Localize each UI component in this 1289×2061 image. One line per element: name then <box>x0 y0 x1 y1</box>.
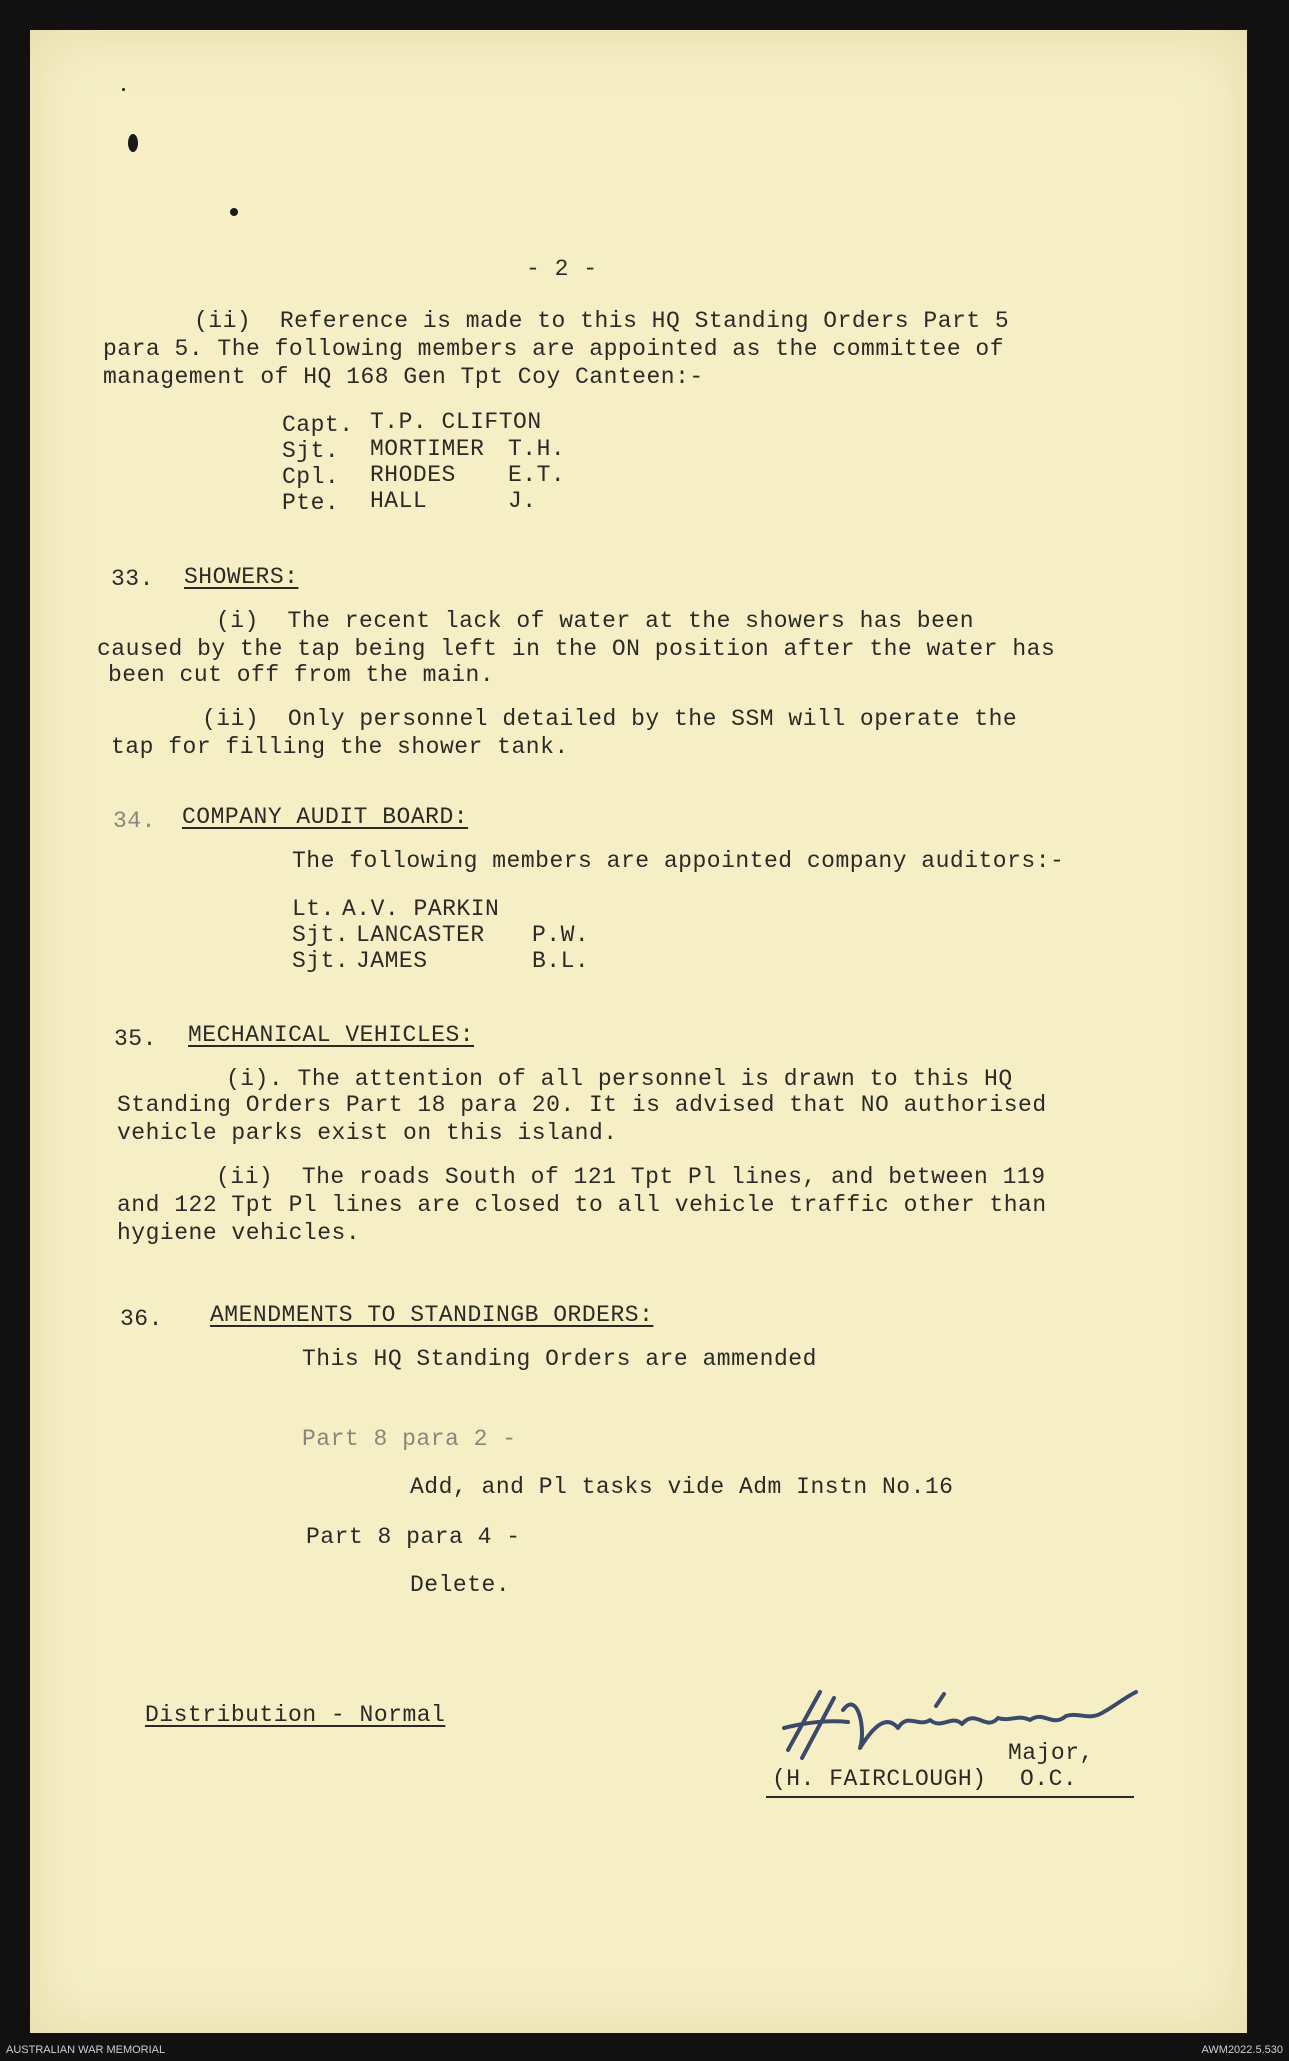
auditor-name: LANCASTER <box>356 922 485 948</box>
auditor-initials: P.W. <box>532 922 590 948</box>
committee-initials: J. <box>508 488 537 514</box>
item-33-p1-line-1: (i) The recent lack of water at the showers has been <box>216 608 975 634</box>
item-35-number: 35. <box>114 1026 157 1052</box>
item-33-number: 33. <box>111 566 154 592</box>
ink-spot <box>128 134 138 152</box>
auditor-rank: Sjt. <box>292 922 350 948</box>
page-number: - 2 - <box>526 256 598 282</box>
committee-rank: Pte. <box>282 490 340 516</box>
item-36-part-b: Part 8 para 4 - <box>306 1524 521 1550</box>
item-33-p1-line-2: caused by the tap being left in the ON position after the water has <box>97 636 1056 662</box>
committee-rank: Cpl. <box>282 464 340 490</box>
distribution-line: Distribution - Normal <box>145 1702 446 1728</box>
item-35-p1-line-2: Standing Orders Part 18 para 20. It is advised that NO authorised <box>117 1092 1047 1118</box>
item-35-p1-line-1: (i). The attention of all personnel is drawn to this HQ <box>226 1066 1013 1092</box>
item-36-intro: This HQ Standing Orders are ammended <box>302 1346 817 1372</box>
item-36-part-a: Part 8 para 2 - <box>302 1426 517 1452</box>
committee-name: HALL <box>370 488 428 514</box>
committee-initials: T.H. <box>508 436 566 462</box>
item-35-heading: MECHANICAL VEHICLES: <box>188 1022 475 1048</box>
item-32-line-1: (ii) Reference is made to this HQ Standing Orders Part 5 <box>194 308 1010 334</box>
item-34-heading: COMPANY AUDIT BOARD: <box>182 804 469 830</box>
ink-spot <box>122 88 125 91</box>
item-35-p1-line-3: vehicle parks exist on this island. <box>117 1120 618 1146</box>
auditor-rank: Sjt. <box>292 948 350 974</box>
committee-name: T.P. CLIFTON <box>370 409 542 435</box>
committee-rank: Capt. <box>282 412 354 438</box>
auditor-rank: Lt. <box>292 896 335 922</box>
auditor-name: JAMES <box>356 948 428 974</box>
auditor-initials: B.L. <box>532 948 590 974</box>
committee-initials: E.T. <box>508 462 566 488</box>
item-33-p2-line-1: (ii) Only personnel detailed by the SSM will operate the <box>202 706 1018 732</box>
footer-left: AUSTRALIAN WAR MEMORIAL <box>6 2044 166 2056</box>
signature-underline <box>766 1796 1134 1798</box>
handwritten-signature <box>748 1670 1188 1770</box>
committee-rank: Sjt. <box>282 438 340 464</box>
ink-spot <box>230 208 238 216</box>
item-35-p2-line-2: and 122 Tpt Pl lines are closed to all vehicle traffic other than <box>117 1192 1047 1218</box>
signatory-title: O.C. <box>1020 1766 1078 1792</box>
item-36-part-a-text: Add, and Pl tasks vide Adm Instn No.16 <box>410 1474 954 1500</box>
item-36-heading: AMENDMENTS TO STANDINGB ORDERS: <box>210 1302 654 1328</box>
document-page <box>30 30 1247 2033</box>
item-35-p2-line-3: hygiene vehicles. <box>117 1220 361 1246</box>
item-32-line-3: management of HQ 168 Gen Tpt Coy Canteen:- <box>103 364 704 390</box>
item-36-part-b-text: Delete. <box>410 1572 511 1598</box>
item-33-p2-line-2: tap for filling the shower tank. <box>111 734 569 760</box>
signatory-name: (H. FAIRCLOUGH) <box>772 1766 987 1792</box>
item-35-p2-line-1: (ii) The roads South of 121 Tpt Pl lines, and between 119 <box>216 1164 1046 1190</box>
committee-name: RHODES <box>370 462 456 488</box>
auditor-name: A.V. PARKIN <box>342 896 500 922</box>
committee-name: MORTIMER <box>370 436 485 462</box>
item-32-line-2: para 5. The following members are appointed as the committee of <box>103 336 1005 362</box>
item-34-number: 34. <box>113 808 156 834</box>
item-33-p1-line-3: been cut off from the main. <box>108 662 495 688</box>
item-33-heading: SHOWERS: <box>184 564 299 590</box>
signatory-rank: Major, <box>1008 1740 1094 1766</box>
item-36-number: 36. <box>120 1306 163 1332</box>
item-34-intro: The following members are appointed company auditors:- <box>292 848 1065 874</box>
footer-right: AWM2022.5.530 <box>1201 2044 1283 2056</box>
